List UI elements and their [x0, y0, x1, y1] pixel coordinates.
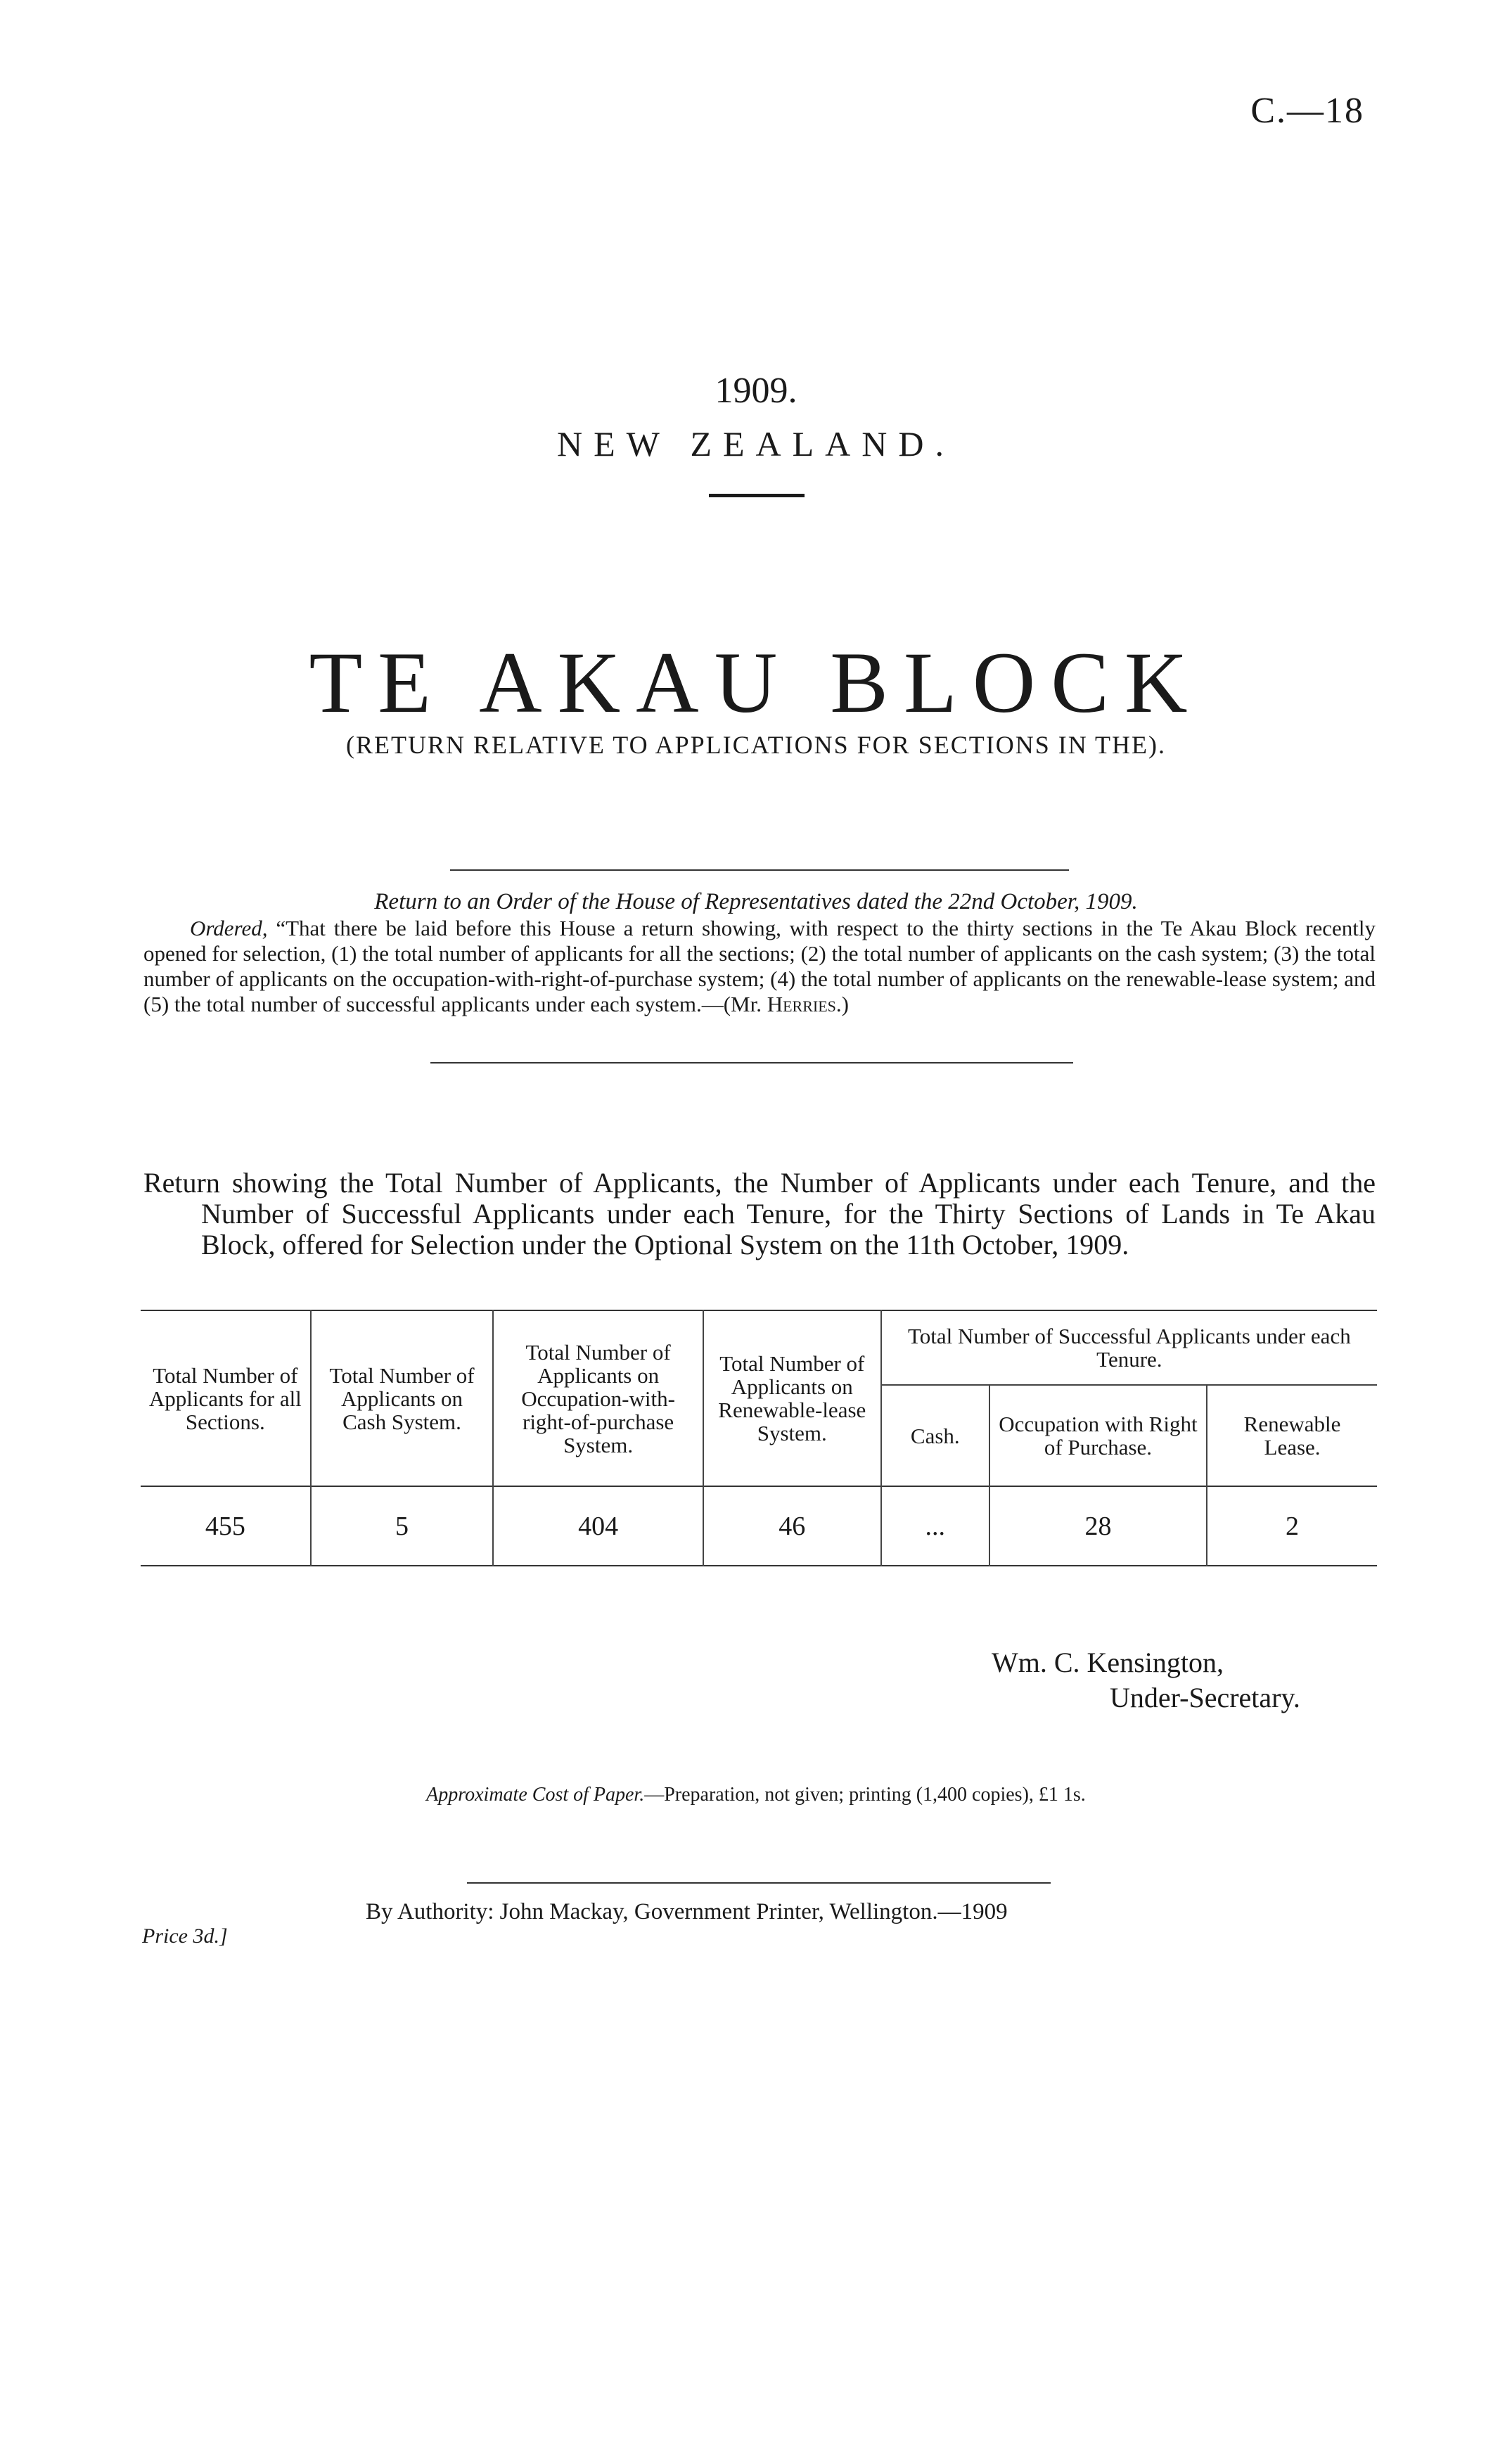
country-heading: NEW ZEALAND. [557, 424, 955, 464]
cost-text: —Preparation, not given; printing (1,400 copies), £1 1s. [644, 1784, 1086, 1806]
order-mover: Herries [767, 992, 836, 1016]
cell-cash-applicants: 5 [311, 1486, 494, 1566]
document-title: TE AKAU BLOCK [309, 634, 1203, 731]
applicants-table [141, 1310, 1377, 1566]
header-successful-group: Total Number of Successful Applicants under each Tenure. [881, 1310, 1377, 1385]
document-reference: C.—18 [1250, 91, 1364, 131]
cell-successful-cash: ... [881, 1486, 989, 1566]
section-divider-bottom [430, 1062, 1073, 1064]
document-year: 1909. [715, 371, 797, 411]
order-heading: Return to an Order of the House of Representatives dated the 22nd October, 1909. [374, 889, 1138, 914]
cell-occupation-applicants: 404 [493, 1486, 703, 1566]
price-note: Price 3d.] [142, 1924, 228, 1948]
header-renewable-applicants: Total Number of Applicants on Renewable-lease System. [703, 1310, 881, 1486]
header-occupation-applicants: Total Number of Applicants on Occupation-with-right-of-purchase System. [493, 1310, 703, 1486]
cell-successful-occupation: 28 [989, 1486, 1207, 1566]
signatory-name: Wm. C. Kensington, [992, 1647, 1224, 1678]
order-body: “That there be laid before this House a return showing, with respect to the thirty sections in the Te Akau Block recently opened for selection, (1) the total number of applicants for all the sections; (2) the total number of applicants on the cash system; (3) the total number of applicants on the occupation-with-right-of-purchase system; (4) the total number of applicants on the renewable-lease system; and (5) the total number of successful applicants under each system.—(Mr. [143, 916, 1376, 1016]
document-subtitle: (RETURN RELATIVE TO APPLICATIONS FOR SECTIONS IN THE). [345, 731, 1167, 759]
header-cash-applicants: Total Number of Applicants on Cash System. [311, 1310, 494, 1486]
ordered-label: Ordered, [190, 916, 268, 940]
cell-total-applicants: 455 [205, 1512, 245, 1541]
order-closing: .) [835, 992, 849, 1016]
section-divider-top [450, 869, 1069, 871]
cell-successful-renewable: 2 [1207, 1486, 1377, 1566]
authority-line: By Authority: John Mackay, Government Printer, Wellington.—1909 [366, 1899, 1008, 1924]
header-successful-cash: Cash. [881, 1385, 989, 1486]
cell-renewable-applicants: 46 [703, 1486, 881, 1566]
return-description: Return showing the Total Number of Applicants, the Number of Applicants under each Tenure, and the Number of Successful Applicants under each Tenure, for the Thirty Sections of Lands in Te Akau Block, offered for Selection under the Optional System on the 11th October, 1909. [143, 1167, 1376, 1260]
header-successful-renewable: Renewable Lease. [1207, 1385, 1377, 1486]
footer-divider [467, 1882, 1051, 1884]
header-total-applicants: Total Number of Applicants for all Sections. [148, 1362, 302, 1434]
header-successful-occupation: Occupation with Right of Purchase. [989, 1385, 1207, 1486]
table-row [141, 1486, 1377, 1566]
cost-note [0, 1784, 1512, 1806]
signatory-role: Under-Secretary. [1110, 1682, 1300, 1713]
cost-label: Approximate Cost of Paper. [426, 1784, 645, 1806]
heading-divider [709, 494, 805, 497]
order-paragraph [143, 916, 1376, 1017]
